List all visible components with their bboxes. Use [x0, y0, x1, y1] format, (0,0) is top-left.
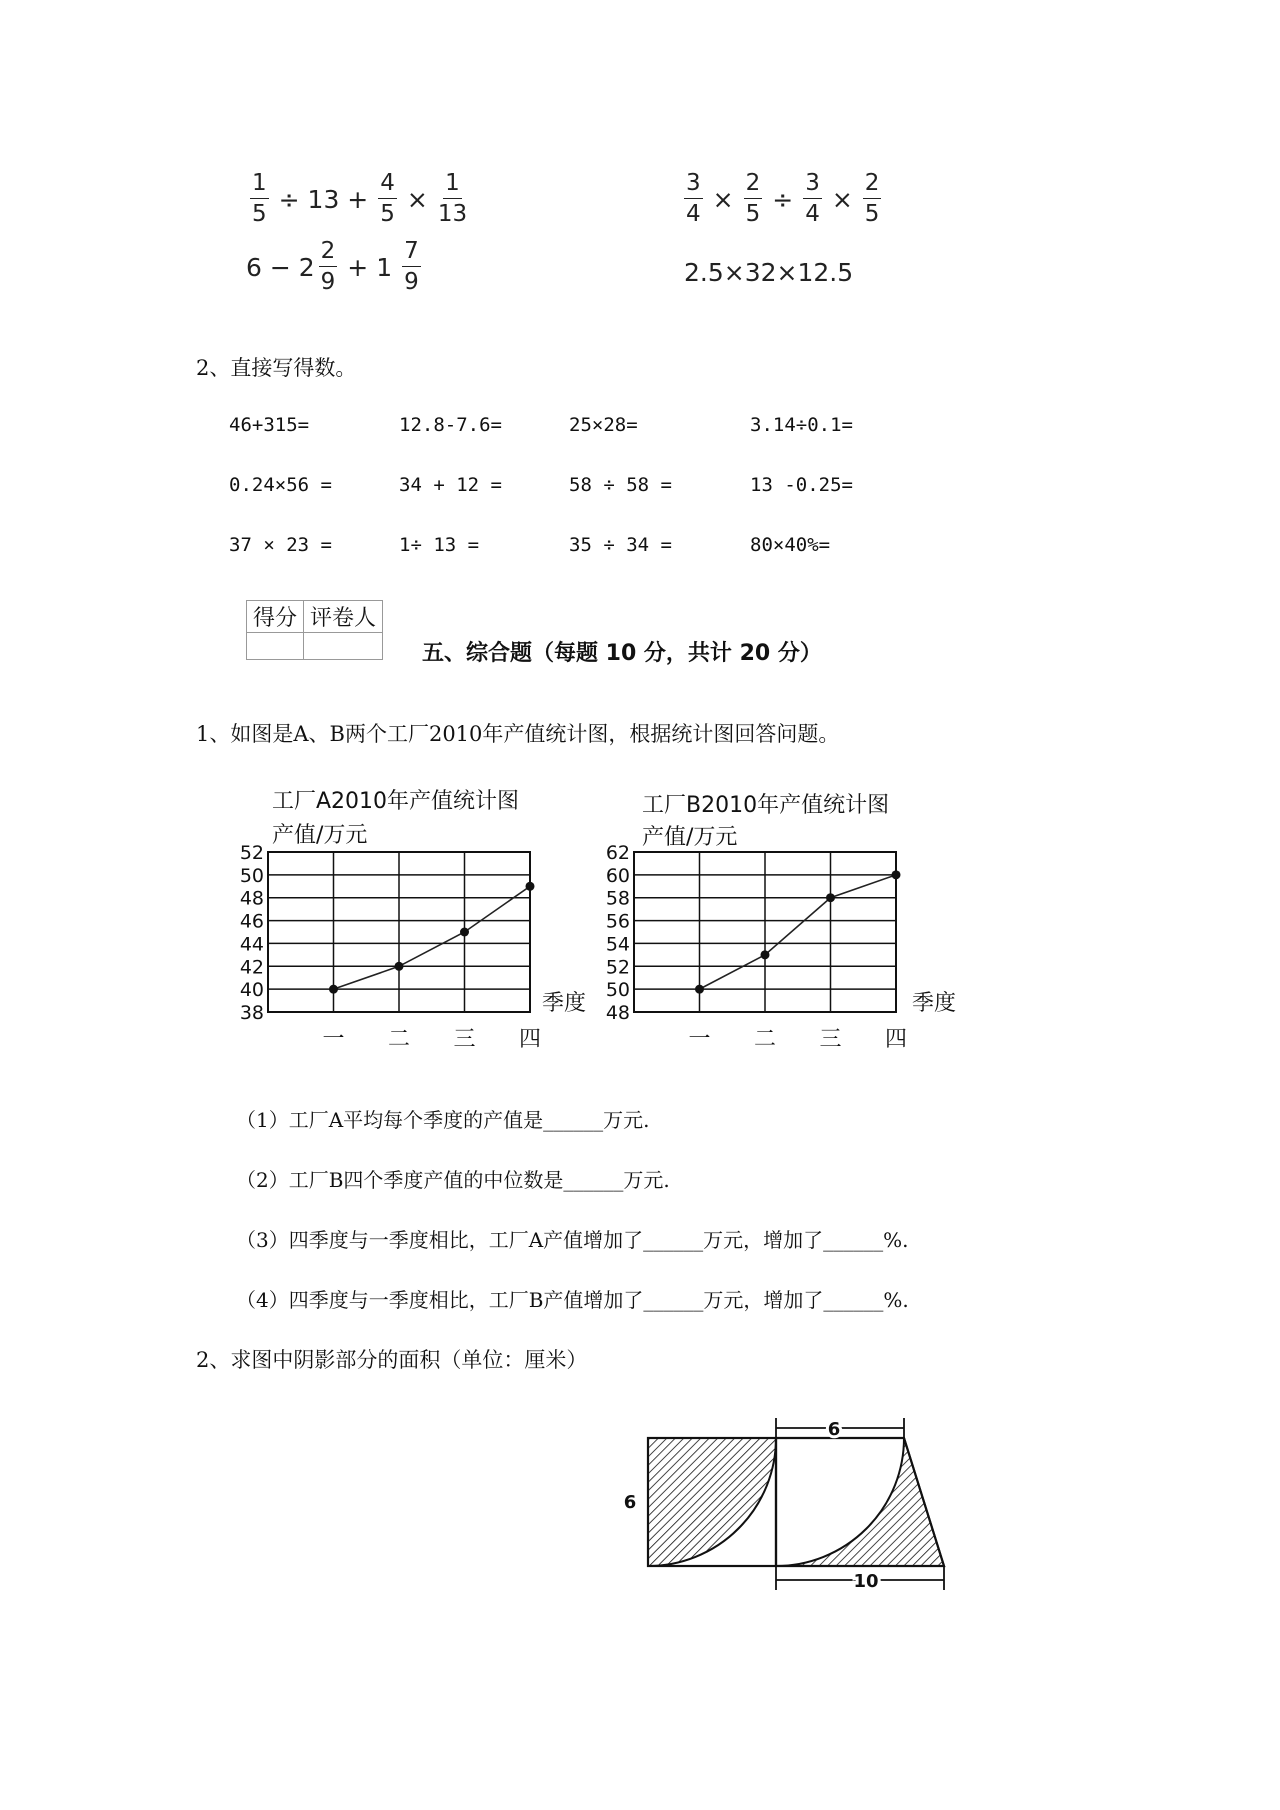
dim-label-bottom: 10	[853, 1571, 879, 1592]
y-tick-label: 58	[605, 887, 630, 910]
x-category-label: 三	[453, 1027, 476, 1052]
operator: + 1	[347, 252, 393, 282]
x-axis-label: 季度	[542, 991, 587, 1016]
data-point	[892, 870, 901, 879]
fraction: $\frac{2}{5}$	[745, 170, 761, 227]
chart-a-ylabel: 产值/万元	[272, 823, 368, 848]
y-tick-label: 42	[239, 956, 264, 979]
data-point	[761, 950, 770, 959]
fraction: $\frac{3}{4}$	[686, 170, 701, 227]
fraction: $\frac{2}{5}$	[864, 170, 880, 227]
fraction: $\frac{1}{13}$	[437, 170, 468, 227]
x-category-label: 四	[884, 1027, 908, 1052]
fraction: $\frac{3}{4}$	[805, 170, 820, 227]
decimal-expression: 2.5×32×12.5	[684, 258, 854, 287]
question-1-intro: 1、如图是A、B两个工厂2010年产值统计图，根据统计图回答问题。	[196, 722, 840, 746]
sub-question: （4）四季度与一季度相比，工厂B产值增加了______万元，增加了______%.	[236, 1288, 909, 1312]
x-category-label: 一	[688, 1027, 711, 1052]
operator: ×	[712, 184, 734, 214]
series-line	[700, 875, 897, 989]
calc-item: 1÷ 13 =	[399, 534, 480, 556]
fraction: $\frac{1}{5}$	[252, 170, 267, 227]
calc-item: 46+315=	[229, 414, 310, 436]
question-2-intro: 2、求图中阴影部分的面积（单位：厘米）	[196, 1348, 588, 1372]
fraction: $\frac{2}{9}$	[320, 238, 336, 295]
fraction: $\frac{7}{9}$	[404, 238, 419, 295]
data-point	[695, 985, 704, 994]
y-tick-label: 38	[239, 1002, 264, 1024]
sub-question: （2）工厂B四个季度产值的中位数是______万元.	[236, 1168, 670, 1192]
y-tick-label: 50	[239, 864, 264, 887]
y-tick-label: 60	[605, 864, 630, 887]
section-heading: 五、综合题（每题 10 分，共计 20 分）	[422, 641, 822, 666]
chart-b-ylabel: 产值/万元	[642, 825, 738, 850]
x-category-label: 三	[819, 1027, 842, 1052]
x-category-label: 二	[387, 1027, 411, 1052]
data-point	[826, 893, 835, 902]
x-category-label: 二	[753, 1027, 777, 1052]
calc-item: 12.8-7.6=	[399, 414, 502, 436]
y-tick-label: 54	[605, 933, 630, 956]
x-axis-label: 季度	[912, 991, 957, 1016]
x-category-label: 一	[322, 1027, 345, 1052]
calc-item: 25×28=	[569, 414, 638, 436]
right-shaded-region	[776, 1438, 944, 1566]
y-tick-label: 52	[605, 956, 630, 979]
calc-item: 3.14÷0.1=	[750, 414, 853, 436]
y-tick-label: 62	[605, 842, 630, 864]
operator: ×	[831, 184, 853, 214]
calc-item: 80×40%=	[750, 534, 831, 556]
dim-label-top: 6	[827, 1419, 841, 1440]
sub-question: （3）四季度与一季度相比，工厂A产值增加了______万元，增加了______%.	[236, 1228, 909, 1252]
operator: ÷ 13 +	[278, 184, 369, 214]
y-tick-label: 56	[605, 910, 630, 933]
y-tick-label: 48	[239, 887, 264, 910]
y-tick-label: 52	[239, 842, 264, 864]
y-tick-label: 46	[239, 910, 264, 933]
score-header: 得分	[247, 601, 304, 633]
fraction: $\frac{4}{5}$	[380, 170, 395, 227]
dim-label-left: 6	[623, 1492, 637, 1513]
calc-item: 34 + 12 =	[399, 474, 502, 496]
calc-item: 37 × 23 =	[229, 534, 332, 556]
chart-b-title: 工厂B2010年产值统计图	[642, 793, 890, 818]
chart-a-title: 工厂A2010年产值统计图	[272, 789, 520, 814]
calc-item: 35 ÷ 34 =	[569, 534, 672, 556]
y-tick-label: 40	[239, 979, 264, 1002]
sub-question: （1）工厂A平均每个季度的产值是______万元.	[236, 1108, 650, 1132]
section-title: 2、直接写得数。	[196, 356, 357, 380]
grader-header: 评卷人	[304, 601, 383, 633]
x-category-label: 四	[518, 1027, 542, 1052]
shaded-area-figure	[620, 1400, 980, 1600]
y-tick-label: 44	[239, 933, 264, 956]
left-shaded-region	[648, 1438, 776, 1566]
whole-part: 6 − 2	[246, 252, 315, 282]
calc-item: 58 ÷ 58 =	[569, 474, 672, 496]
operator: ×	[406, 184, 428, 214]
calc-item: 13 -0.25=	[750, 474, 853, 496]
calc-item: 0.24×56 =	[229, 474, 332, 496]
y-tick-label: 48	[605, 1002, 630, 1024]
y-tick-label: 50	[605, 979, 630, 1002]
operator: ÷	[772, 184, 794, 214]
